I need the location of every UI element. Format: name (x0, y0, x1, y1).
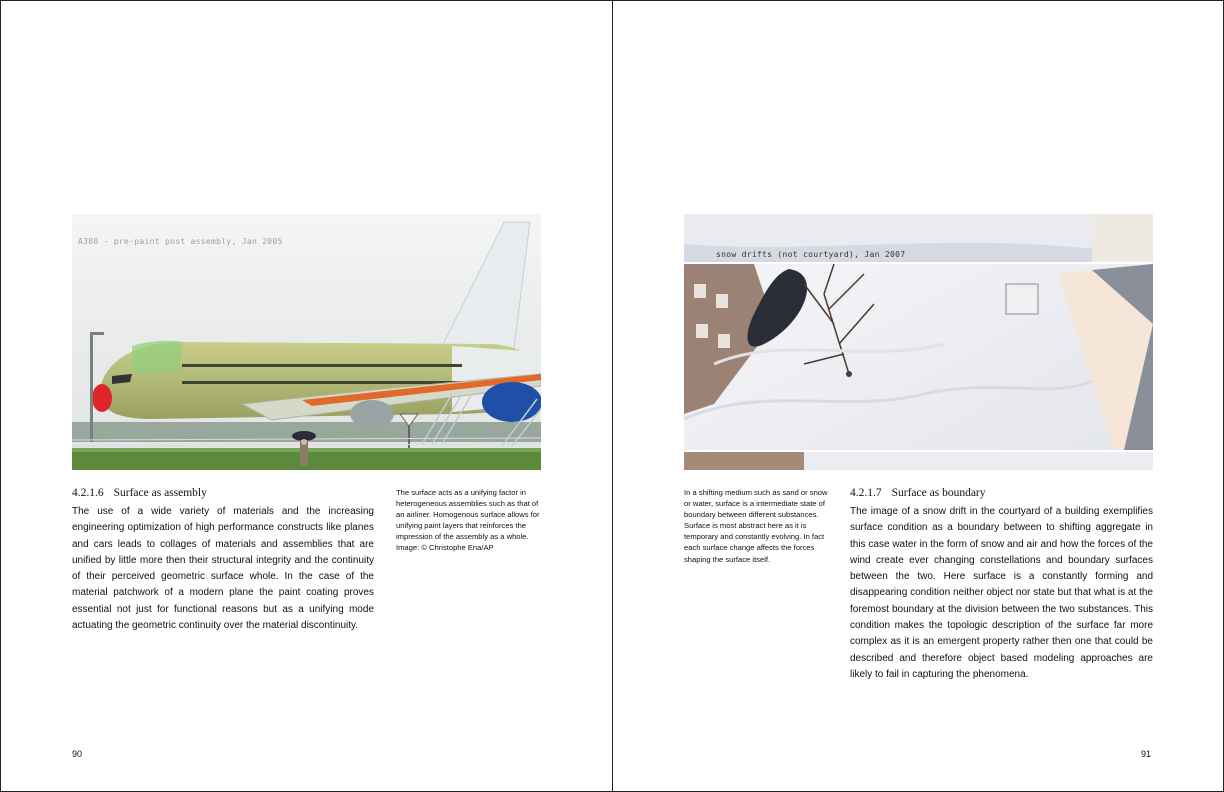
page-number: 91 (1141, 749, 1152, 759)
side-note (396, 487, 542, 554)
image-overlay-caption: A380 - pre-paint post assembly, Jan 2005 (78, 237, 283, 246)
page-number: 90 (72, 749, 83, 759)
section-heading (850, 487, 986, 499)
snow-drift-photo (684, 214, 1153, 470)
side-note (684, 487, 830, 565)
body-paragraph: The use of a wide variety of materials and the increasing engineering optimization of high performance constructs like planes and cars leads to collages of materials and assemblies that are unified by little more then their structural integrity and the continuity of their perceived geometric surface whole. In the case of the material patchwork of a modern plane the paint coating proves essential not just for functional reasons but as a unifying mode actuating the geometric continuity over the material discontinuity. (72, 506, 374, 632)
right-page (612, 0, 1224, 792)
airplane-photo (72, 214, 541, 470)
body-paragraph: The image of a snow drift in the courtyard of a building exemplifies surface condition as a boundary between to shifting aggregate in this case water in the form of snow and air and how the forces of the wind create ever changing constellations and boundary surfaces between the two. Here surface is a constantly forming and disappearing condition neither object nor state but that what is at the foremost boundary at the division between the two substances. This condition makes the topologic description of the surface far more complex as it is an emergent property rather then one that could be described and therefore object based modeling approaches are likely to fail in capturing the phenomena. (850, 506, 1153, 680)
side-note-text: In a shifting medium such as sand or snow or water, surface is a intermediate state of boundary between different substances. Surface is most abstract here as it is temporary and constantly evolving. In fact each surface change affects the forces shaping the surface itself. (684, 488, 828, 564)
airplane-illustration (72, 214, 541, 470)
side-note-text: The surface acts as a unifying factor in heterogeneous assemblies such as that of an airliner. Homogenous surface allows for unifying paint layers that reinforces the impression of the assembly as a whole. (396, 488, 540, 542)
section-heading (72, 487, 207, 499)
section-title: Surface as assembly (113, 487, 207, 499)
section-number: 4.2.1.6 (72, 487, 104, 499)
section-title: Surface as boundary (891, 487, 986, 499)
image-credit: Image: © Christophe Ena/AP (396, 543, 494, 553)
section-number: 4.2.1.7 (850, 487, 882, 499)
image-overlay-caption: snow drifts (not courtyard), Jan 2007 (716, 250, 906, 259)
